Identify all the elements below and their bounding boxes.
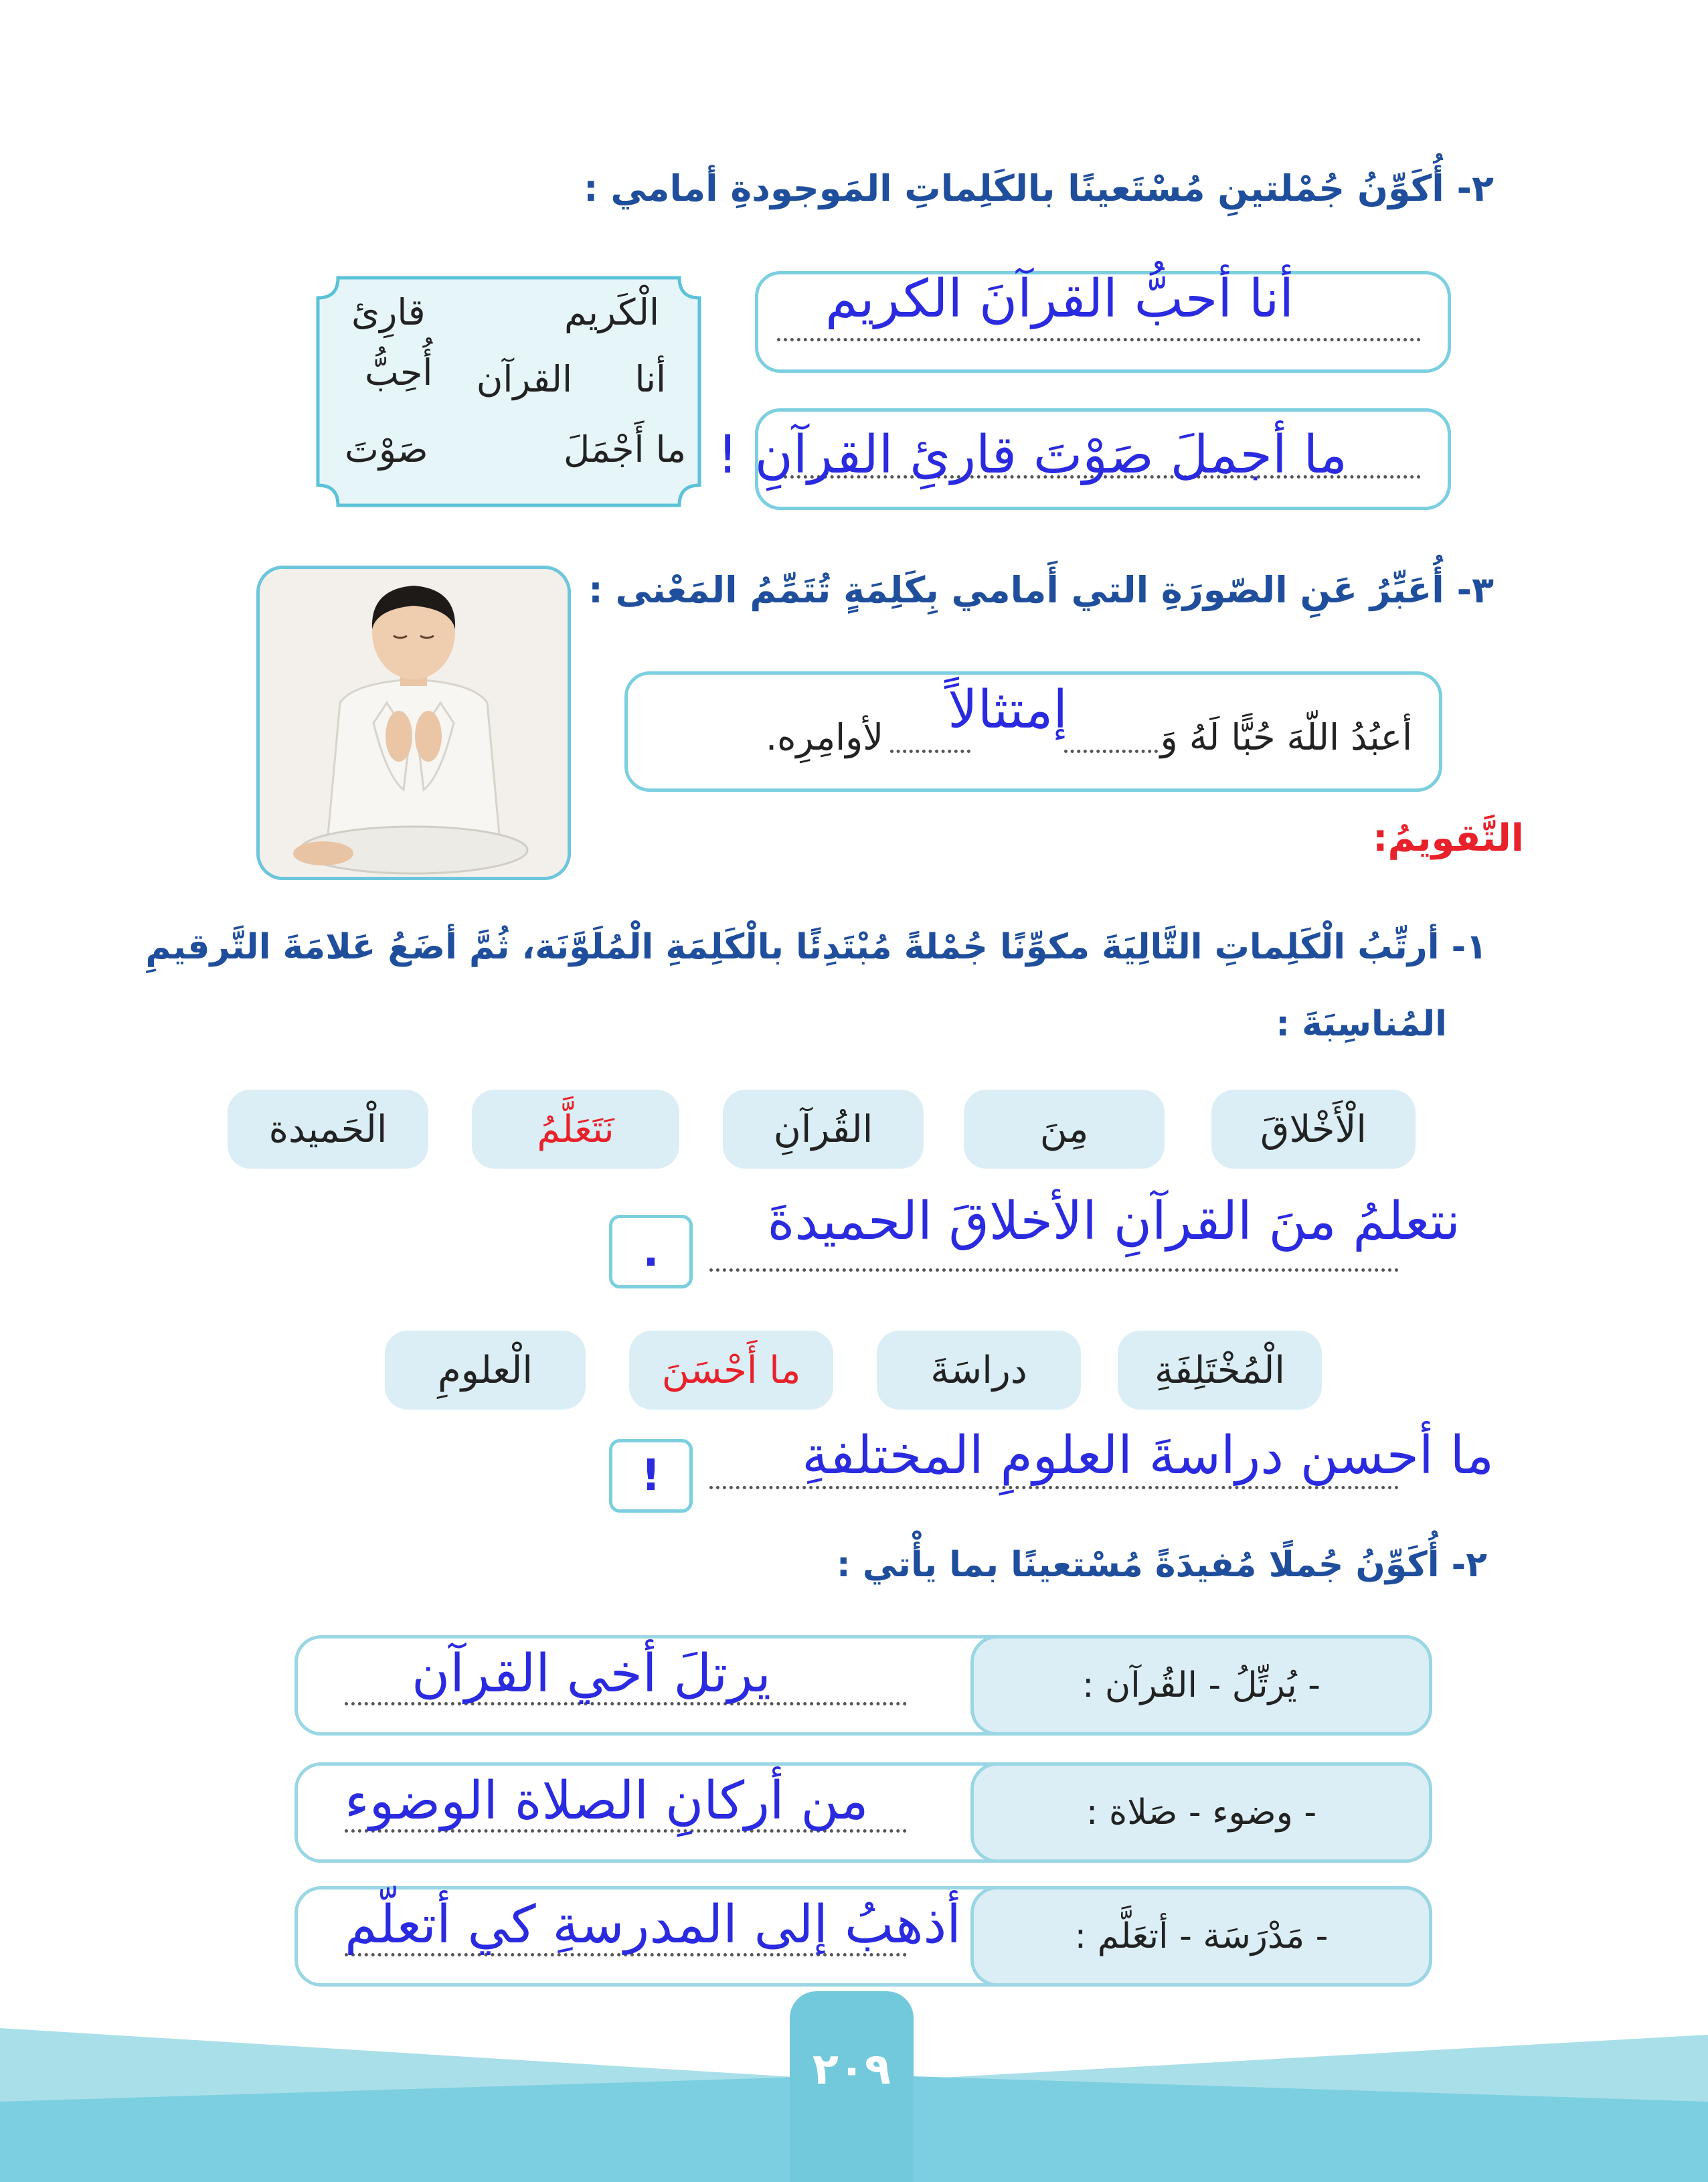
word-pill[interactable]: الْحَميدة bbox=[228, 1090, 428, 1169]
evaluation-q1-title: ١- أرتِّبُ الْكَلِماتِ التَّالِيَةَ مكوِّنًا جُمْلةً مُبْتَدِئًا بالْكَلِمَةِ الْمُلَوَّنَة، ثُمَّ أضَعُ عَلامَةَ التَّرقيمِ bbox=[145, 927, 1487, 967]
bank-word-kareem: الْكَريم bbox=[564, 291, 659, 333]
bank-word-quran: القرآن bbox=[476, 358, 572, 400]
bank-word-sawt: صَوْتَ bbox=[345, 428, 428, 471]
set2-answer-text: ما أحسن دراسةَ العلومِ المختلفةِ bbox=[802, 1426, 1494, 1486]
exercise-2-title: ٢- أُكَوِّنُ جُمْلتينِ مُسْتَعينًا بالكَلِماتِ المَوجودةِ أمامي : bbox=[583, 167, 1494, 209]
word-pill[interactable]: مِنَ bbox=[964, 1090, 1165, 1169]
evaluation-q2-title: ٢- أُكَوِّنُ جُملًا مُفيدَةً مُسْتعينًا بما يأْتي : bbox=[836, 1545, 1487, 1585]
ex3-sentence-box[interactable] bbox=[624, 671, 1442, 792]
praying-child-icon bbox=[260, 569, 568, 877]
bank-word-ana: أنا bbox=[634, 358, 666, 400]
answer-line bbox=[777, 338, 1421, 341]
row-3-answer-text: أذهبُ إلى المدرسةِ كي أتعلّم bbox=[345, 1895, 961, 1955]
ex3-answer-text: إمتثالاً bbox=[948, 680, 1068, 740]
answer-2-text: ما أجملَ صَوْتَ قارئِ القرآنِ ! bbox=[717, 425, 1347, 485]
praying-child-image bbox=[256, 566, 571, 880]
answer-line bbox=[709, 1486, 1399, 1489]
word-pill-colored[interactable]: ما أَحْسَنَ bbox=[629, 1331, 833, 1410]
evaluation-q1-title-cont: المُناسِبَةَ : bbox=[1276, 1004, 1447, 1044]
answer-box-2[interactable] bbox=[717, 408, 1451, 510]
exercise-3-title: ٣- أُعَبِّرُ عَنِ الصّورَةِ التي أَمامي بِكَلِمَةٍ تُتَمِّمُ المَعْنى : bbox=[588, 569, 1494, 611]
bank-word-qari: قارِئ bbox=[351, 291, 426, 333]
row-2-answer-text: من أركانِ الصلاة الوضوء bbox=[345, 1771, 869, 1831]
ex3-sentence-start: أعبُدُ اللّهَ حُبًّا لَهُ وَ bbox=[1160, 716, 1412, 758]
answer-line bbox=[1064, 750, 1158, 753]
word-pill[interactable]: القُرآنِ bbox=[723, 1090, 924, 1169]
word-pill[interactable]: الْعلومِ bbox=[385, 1331, 586, 1410]
answer-line bbox=[709, 1268, 1399, 1272]
bank-word-uhibbu: أُحِبُّ bbox=[365, 351, 433, 394]
row-3-label: - مَدْرَسَة - أتعَلَّم : bbox=[970, 1886, 1432, 1987]
answer-box-1[interactable] bbox=[755, 271, 1451, 373]
evaluation-heading: التَّقويمُ: bbox=[1373, 817, 1524, 860]
answer-line bbox=[890, 750, 970, 753]
set1-answer-text: نتعلمُ منَ القرآنِ الأخلاقَ الحميدةَ bbox=[767, 1191, 1460, 1252]
answer-1-text: أنا أحبُّ القرآنَ الكريم bbox=[825, 269, 1294, 329]
page-number: ٢٠٩ bbox=[812, 2045, 891, 2094]
word-pill[interactable]: دراسَةَ bbox=[877, 1331, 1081, 1410]
word-pill-colored[interactable]: نَتَعَلَّمُ bbox=[472, 1090, 679, 1169]
word-bank bbox=[311, 271, 706, 512]
bank-word-ma-ajmal: ما أَجْمَلَ bbox=[563, 428, 686, 471]
row-1-label: - يُرتِّلُ - القُرآن : bbox=[970, 1635, 1432, 1736]
word-pill[interactable]: الْمُخْتَلِفَةِ bbox=[1118, 1331, 1322, 1410]
ex3-sentence-end: لأوامِرِه. bbox=[765, 716, 883, 758]
row-1-answer-text: يرتلَ أخي القرآن bbox=[412, 1644, 771, 1704]
word-pill[interactable]: الْأَخْلاقَ bbox=[1211, 1090, 1416, 1169]
row-2-label: - وضوء - صَلاة : bbox=[970, 1762, 1432, 1863]
punctuation-box[interactable]: . bbox=[609, 1215, 693, 1288]
punctuation-box[interactable]: ! bbox=[609, 1439, 693, 1513]
